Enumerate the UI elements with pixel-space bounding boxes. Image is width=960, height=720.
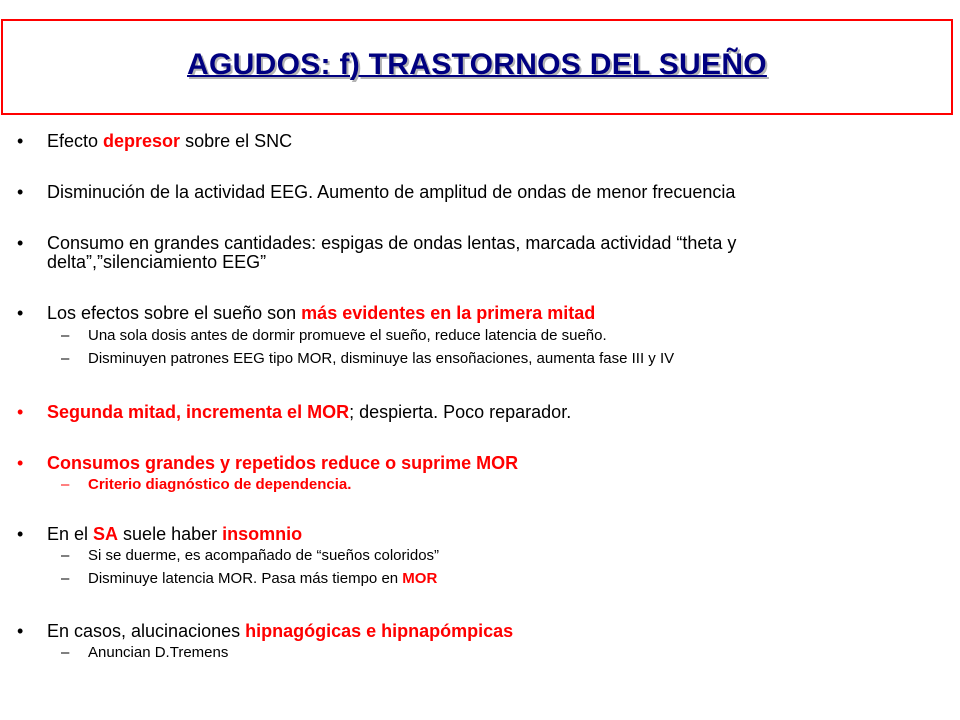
sub-bullet-marker: – [61,570,70,587]
slide-title: AGUDOS: f) TRASTORNOS DEL SUEÑO [187,48,767,81]
title-box [1,19,953,115]
sub-bullet-marker: – [61,476,70,493]
bullet-text: Segunda mitad, incrementa el MOR; despierta. Poco reparador. [47,402,572,422]
bullet-text: En el SA suele haber insomnio [47,524,303,544]
bullet-text-line2: delta”,”silenciamiento EEG” [47,252,267,272]
bullet-marker: • [17,524,24,544]
bullet-text: Efecto depresor sobre el SNC [47,131,293,151]
bullet-marker: • [17,131,24,151]
bullet-marker: • [17,402,24,422]
sub-bullet-text: Disminuye latencia MOR. Pasa más tiempo en MOR [88,570,438,587]
bullet-marker: • [17,182,24,202]
bullet-marker: • [17,233,24,253]
bullet-text: Los efectos sobre el sueño son más evidentes en la primera mitad [47,303,596,323]
bullet-text-line1: Consumo en grandes cantidades: espigas de ondas lentas, marcada actividad “theta y [47,233,737,253]
sub-bullet-marker: – [61,547,70,564]
sub-bullet-text: Si se duerme, es acompañado de “sueños coloridos” [88,547,440,564]
bullet-marker: • [17,453,24,473]
sub-bullet-text: Criterio diagnóstico de dependencia. [88,476,352,493]
bullet-text: Consumos grandes y repetidos reduce o suprime MOR [47,453,519,473]
sub-bullet-marker: – [61,644,70,661]
sub-bullet-text: Anuncian D.Tremens [88,644,229,661]
sub-bullet-text: Una sola dosis antes de dormir promueve el sueño, reduce latencia de sueño. [88,327,607,344]
bullet-text: En casos, alucinaciones hipnagógicas e hipnapómpicas [47,621,514,641]
sub-bullet-text: Disminuyen patrones EEG tipo MOR, disminuye las ensoñaciones, aumenta fase III y IV [88,350,675,367]
sub-bullet-marker: – [61,327,70,344]
bullet-text: Disminución de la actividad EEG. Aumento de amplitud de ondas de menor frecuencia [47,182,736,202]
bullet-marker: • [17,303,24,323]
sub-bullet-marker: – [61,350,70,367]
bullet-marker: • [17,621,24,641]
